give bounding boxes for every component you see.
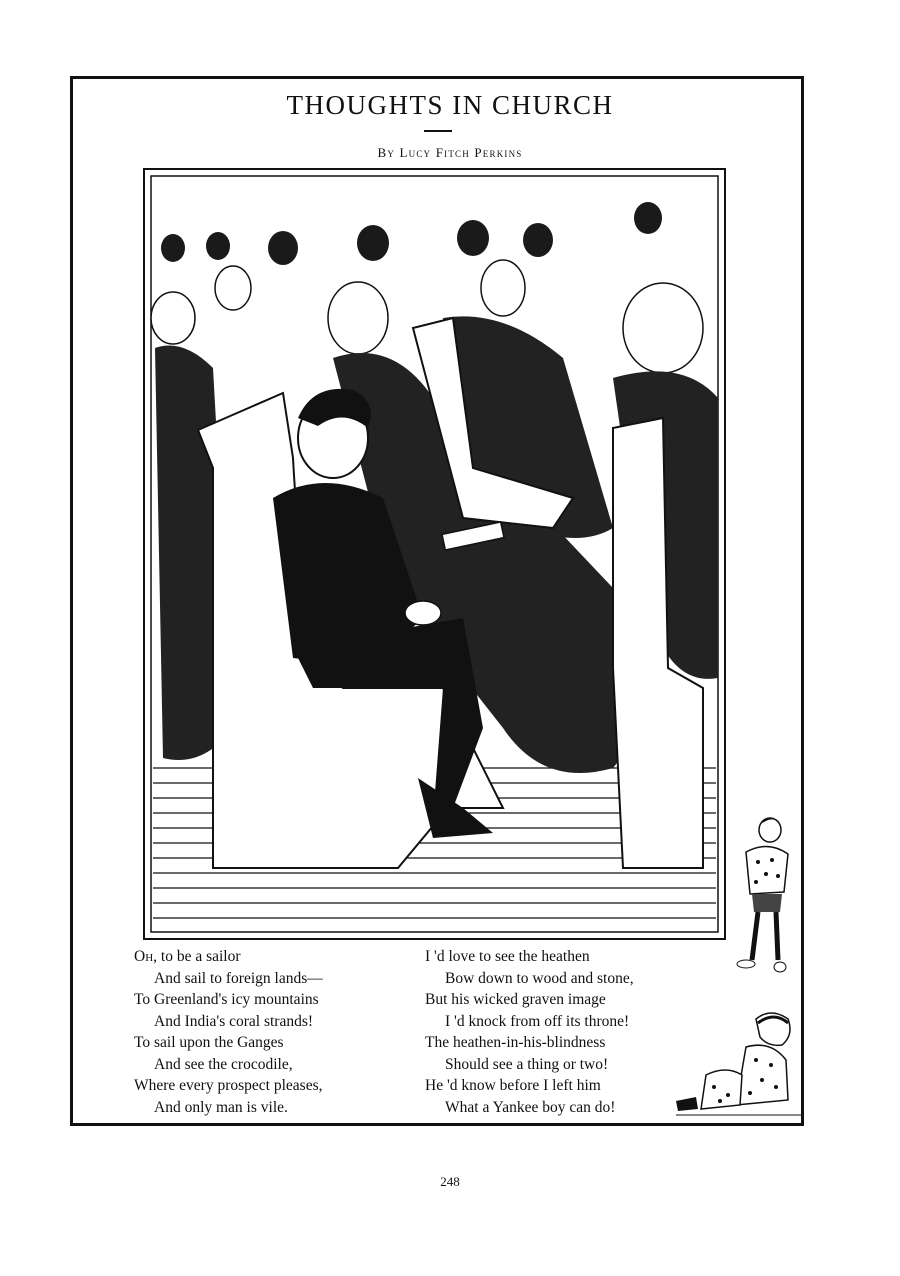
church-pews-illustration [143, 168, 726, 940]
poem-line: And sail to foreign lands— [154, 969, 323, 987]
poem-line: Bow down to wood and stone, [445, 969, 634, 987]
poem-line: To sail upon the Ganges [134, 1034, 284, 1051]
poem-right-column [425, 946, 634, 1118]
standing-boy-vignette [728, 812, 798, 977]
poem-line: The heathen-in-his-blindness [425, 1034, 606, 1051]
article-title: THOUGHTS IN CHURCH [286, 90, 614, 120]
poem-left-column [134, 946, 323, 1118]
poem-line: But his wicked graven image [425, 991, 606, 1008]
poem-line: And India's coral strands! [154, 1012, 314, 1030]
poem-line: I 'd love to see the heathen [425, 948, 590, 965]
kneeling-child-vignette [676, 1005, 802, 1121]
drop-word: Oh, [134, 948, 158, 965]
poem-line: I 'd knock from off its throne! [445, 1012, 630, 1030]
poem-line: Should see a thing or two! [445, 1055, 609, 1073]
article-byline: By Lucy Fitch Perkins [377, 145, 523, 160]
poem-line: And see the crocodile, [154, 1055, 293, 1073]
poem-line: And only man is vile. [154, 1098, 288, 1116]
title-rule [424, 130, 452, 132]
poem-line: Where every prospect pleases, [134, 1077, 323, 1094]
poem-line: To Greenland's icy mountains [134, 991, 319, 1008]
poem-line: What a Yankee boy can do! [445, 1098, 616, 1116]
poem-line: Oh, to be a sailor [134, 948, 241, 965]
page-number: 248 [440, 1174, 460, 1189]
poem-line: He 'd know before I left him [425, 1077, 601, 1094]
